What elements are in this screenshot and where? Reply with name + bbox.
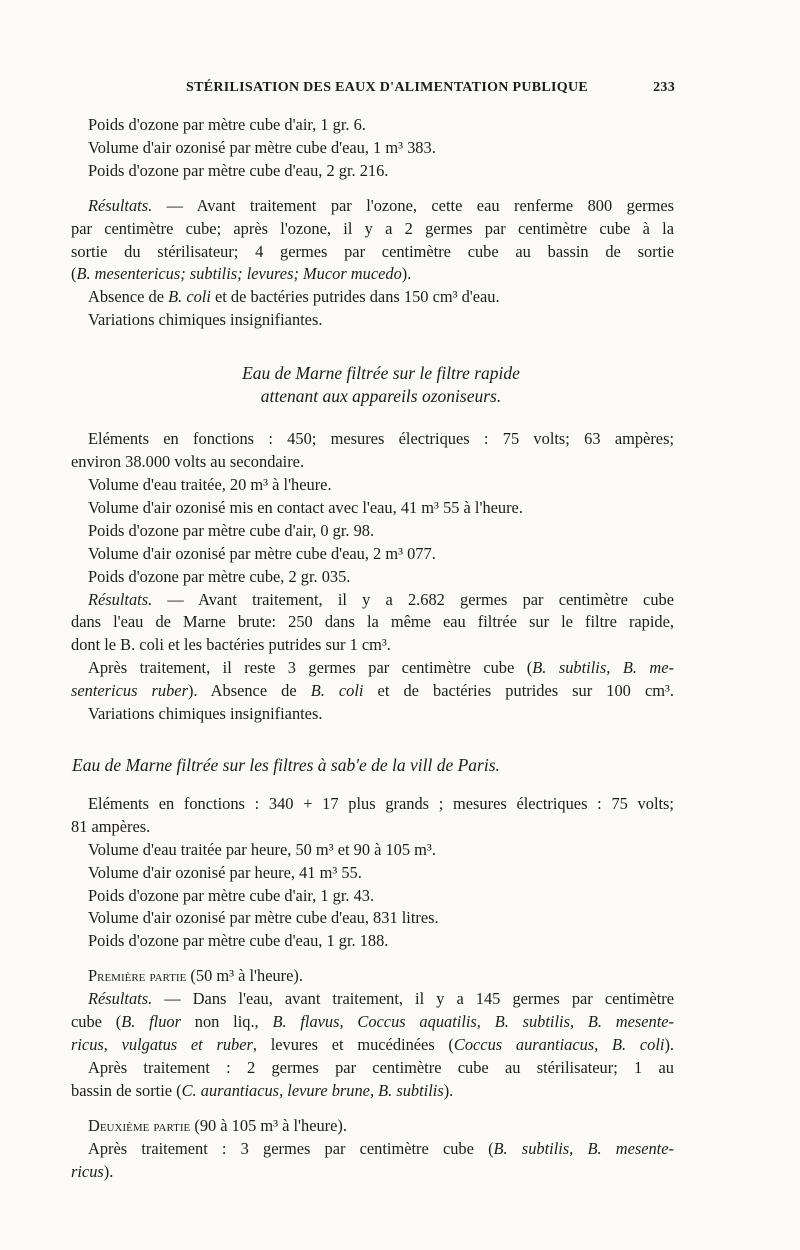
text-line: Après traitement : 3 germes par centimètre cube (B. subtilis, B. mesente- [88,1138,674,1158]
text-line: Volume d'air ozonisé par heure, 41 m³ 55. [88,862,362,882]
text-line: Eléments en fonctions : 340 + 17 plus grands ; mesures électriques : 75 volts; [88,793,674,813]
text-line: Volume d'air ozonisé par mètre cube d'eau, 2 m³ 077. [88,543,436,563]
results-label: Résultats. [88,989,153,1009]
running-header [186,80,675,96]
text-line: Volume d'eau traitée, 20 m³ à l'heure. [88,474,332,494]
text-line: bassin de sortie (C. aurantiacus, levure brune, B. subtilis). [71,1080,454,1100]
text-line: Après traitement : 2 germes par centimètre cube au stérilisateur; 1 au [88,1057,674,1077]
text-line: 81 ampères. [71,816,151,836]
text-line: Poids d'ozone par mètre cube d'eau, 1 gr. 188. [88,931,389,951]
text-line: Poids d'ozone par mètre cube d'air, 1 gr. 6. [88,115,366,134]
text-line: Volume d'air ozonisé par mètre cube d'eau, 1 m³ 383. [88,137,436,157]
part-heading: Deuxième partie (90 à 105 m³ à l'heure). [88,1115,347,1135]
text-line: par centimètre cube; après l'ozone, il y a 2 germes par centimètre cube à la [71,218,674,238]
text-line: dans l'eau de Marne brute: 250 dans la même eau filtrée sur le filtre rapide, [71,612,674,632]
text-line: Volume d'eau traitée par heure, 50 m³ et 90 à 105 m³. [88,839,436,859]
text-line: sentericus ruber). Absence de B. coli et de bactéries putrides sur 100 cm³. [71,681,674,701]
text-line: Eléments en fonctions : 450; mesures électriques : 75 volts; 63 ampères; [88,429,674,449]
text-line: dont le B. coli et les bactéries putrides sur 1 cm³. [71,635,391,655]
page-number: 233 [653,80,675,95]
text-line: environ 38.000 volts au secondaire. [71,452,305,472]
results-line: Résultats. — Avant traitement par l'ozone, cette eau renferme 800 germes [88,195,674,215]
text-line: Volume d'air ozonisé mis en contact avec l'eau, 41 m³ 55 à l'heure. [88,497,523,517]
text-line: Poids d'ozone par mètre cube d'air, 1 gr. 43. [88,885,375,905]
text-line: ricus). [71,1161,114,1181]
text-line: Volume d'air ozonisé par mètre cube d'eau, 831 litres. [88,908,439,928]
body-text [71,114,674,1183]
text-line: Variations chimiques insignifiantes. [88,704,323,724]
part-heading: Première partie (50 m³ à l'heure). [88,966,303,986]
results-label: Résultats. [88,195,153,215]
results-line: Résultats. — Dans l'eau, avant traitement, il y a 145 germes par centimètre [88,989,674,1009]
text-line: ricus, vulgatus et ruber, levures et mucédinées (Coccus aurantiacus, B. coli). [71,1035,674,1054]
text-line: (B. mesentericus; subtilis; levures; Mucor mucedo). [71,264,412,284]
text-line: Poids d'ozone par mètre cube d'air, 0 gr. 98. [88,520,375,540]
section-heading: Eau de Marne filtrée sur le filtre rapide [242,363,520,384]
text-line: sortie du stérilisateur; 4 germes par centimètre cube au bassin de sortie [71,241,674,261]
section-heading: Eau de Marne filtrée sur les filtres à sab'e de la vill de Paris. [72,754,500,775]
text-line: Variations chimiques insignifiantes. [88,310,323,330]
results-line: Résultats. — Avant traitement, il y a 2.682 germes par centimètre cube [88,589,674,609]
text-line: Absence de B. coli et de bactéries putrides dans 150 cm³ d'eau. [88,287,500,307]
text-line: Après traitement, il reste 3 germes par centimètre cube (B. subtilis, B. me- [88,658,674,678]
text-line: Poids d'ozone par mètre cube d'eau, 2 gr. 216. [88,160,389,180]
text-line: Poids d'ozone par mètre cube, 2 gr. 035. [88,566,351,586]
text-line: cube (B. fluor non liq., B. flavus, Coccus aquatilis, B. subtilis, B. mesente- [71,1012,674,1032]
header-title: STÉRILISATION DES EAUX D'ALIMENTATION PUBLIQUE [186,80,588,95]
results-label: Résultats. [88,589,153,609]
section-heading-line2: attenant aux appareils ozoniseurs. [260,386,502,407]
